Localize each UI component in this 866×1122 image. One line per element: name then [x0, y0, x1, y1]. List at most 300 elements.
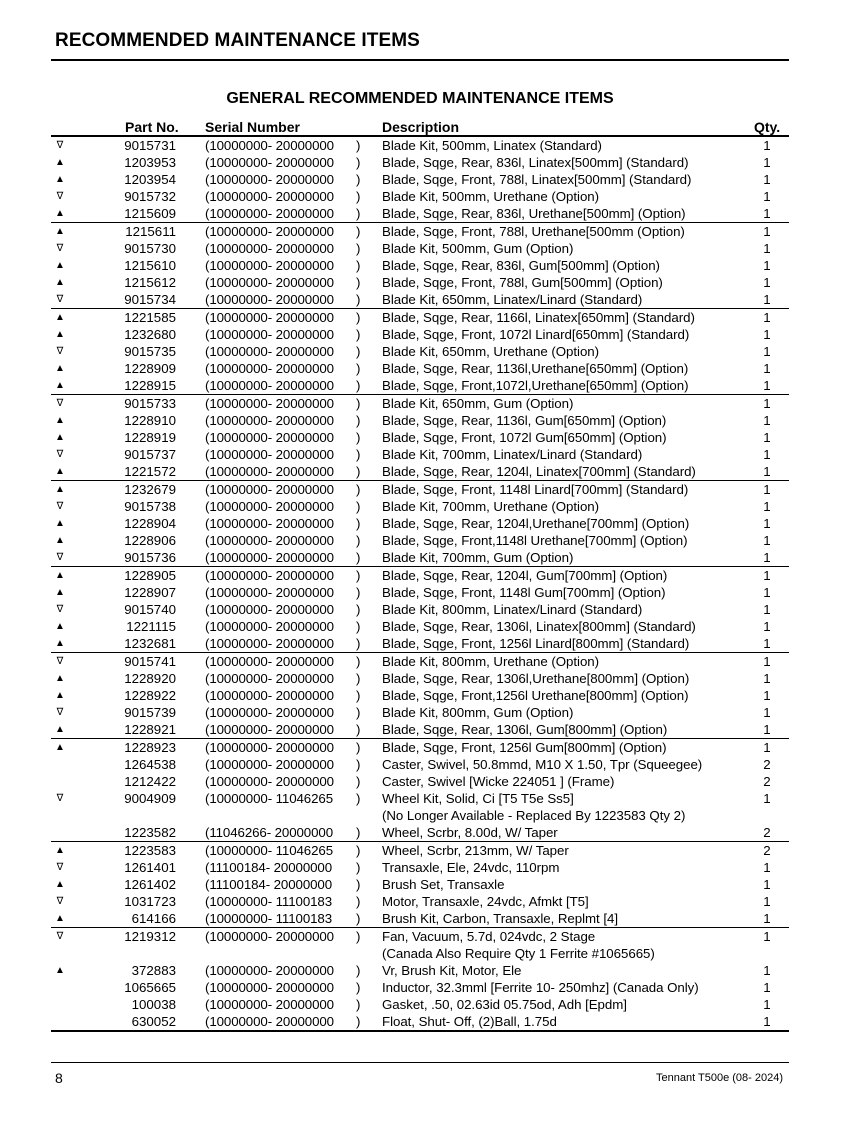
table-row — [51, 756, 789, 773]
serial-range: (11100184- 20000000 — [205, 860, 332, 875]
part-number: 1228909 — [124, 361, 176, 376]
table-row — [51, 257, 789, 274]
table-row — [51, 137, 789, 154]
serial-range: (10000000- 20000000 — [205, 568, 334, 583]
part-number: 1228906 — [124, 533, 176, 548]
serial-close-paren: ) — [356, 671, 361, 686]
quantity: 1 — [763, 327, 771, 342]
quantity: 1 — [763, 447, 771, 462]
serial-range: (10000000- 20000000 — [205, 654, 334, 669]
table-row — [51, 928, 789, 945]
table-row — [51, 326, 789, 343]
quantity: 1 — [763, 189, 771, 204]
serial-close-paren: ) — [356, 929, 361, 944]
serial-close-paren: ) — [356, 241, 361, 256]
part-number: 100038 — [131, 997, 176, 1012]
part-number: 9015740 — [124, 602, 176, 617]
serial-close-paren: ) — [356, 413, 361, 428]
serial-close-paren: ) — [356, 499, 361, 514]
description: Inductor, 32.3mml [Ferrite 10- 250mhz] (Canada Only) — [382, 980, 699, 995]
serial-close-paren: ) — [356, 550, 361, 565]
serial-close-paren: ) — [356, 533, 361, 548]
part-number: 1065665 — [124, 980, 176, 995]
serial-close-paren: ) — [356, 275, 361, 290]
serial-close-paren: ) — [356, 189, 361, 204]
table-row — [51, 446, 789, 463]
quantity: 1 — [763, 482, 771, 497]
serial-range: (10000000- 20000000 — [205, 980, 334, 995]
serial-range: (10000000- 20000000 — [205, 602, 334, 617]
filled-triangle-icon: ▲ — [55, 845, 65, 856]
serial-range: (10000000- 20000000 — [205, 378, 334, 393]
serial-range: (10000000- 20000000 — [205, 138, 334, 153]
table-row — [51, 549, 789, 566]
description: Blade, Sqge, Rear, 1166l, Linatex[650mm] (Standard) — [382, 310, 695, 325]
part-number: 9015738 — [124, 499, 176, 514]
quantity: 1 — [763, 963, 771, 978]
table-row — [51, 205, 789, 222]
serial-range: (10000000- 20000000 — [205, 499, 334, 514]
description: Blade, Sqge, Front,1072l,Urethane[650mm] (Option) — [382, 378, 689, 393]
description: Blade Kit, 500mm, Urethane (Option) — [382, 189, 600, 204]
serial-close-paren: ) — [356, 378, 361, 393]
description: Gasket, .50, 02.63id 05.75od, Adh [Epdm] — [382, 997, 627, 1012]
open-triangle-icon: ∇ — [56, 896, 64, 907]
description: Blade Kit, 800mm, Urethane (Option) — [382, 654, 600, 669]
table-row — [51, 463, 789, 480]
serial-close-paren: ) — [356, 911, 361, 926]
document-id: Tennant T500e (08- 2024) — [656, 1072, 783, 1084]
serial-close-paren: ) — [356, 172, 361, 187]
table-row — [51, 739, 789, 756]
description: Blade, Sqge, Rear, 1306l,Urethane[800mm] (Option) — [382, 671, 690, 686]
serial-range: (10000000- 20000000 — [205, 292, 334, 307]
part-number: 1212422 — [124, 774, 176, 789]
table-row — [51, 773, 789, 790]
serial-close-paren: ) — [356, 619, 361, 634]
filled-triangle-icon: ▲ — [55, 742, 65, 753]
serial-range: (10000000- 20000000 — [205, 1014, 334, 1029]
part-number: 1228922 — [124, 688, 176, 703]
filled-triangle-icon: ▲ — [55, 518, 65, 529]
serial-range: (10000000- 20000000 — [205, 636, 334, 651]
description: Blade, Sqge, Front,1148l Urethane[700mm] (Option) — [382, 533, 688, 548]
serial-close-paren: ) — [356, 464, 361, 479]
part-number: 1228905 — [124, 568, 176, 583]
open-triangle-icon: ∇ — [56, 140, 64, 151]
filled-triangle-icon: ▲ — [55, 363, 65, 374]
open-triangle-icon: ∇ — [56, 552, 64, 563]
table-row — [51, 876, 789, 893]
serial-close-paren: ) — [356, 396, 361, 411]
part-number: 1228915 — [124, 378, 176, 393]
description: Blade, Sqge, Rear, 1306l, Linatex[800mm] (Standard) — [382, 619, 696, 634]
part-number: 1264538 — [124, 757, 176, 772]
description: Blade, Sqge, Front, 1148l Gum[700mm] (Option) — [382, 585, 666, 600]
description: Blade, Sqge, Front, 788l, Linatex[500mm] (Standard) — [382, 172, 692, 187]
part-number: 1203953 — [124, 155, 176, 170]
table-row — [51, 670, 789, 687]
table-row — [51, 291, 789, 308]
serial-close-paren: ) — [356, 997, 361, 1012]
description: Blade Kit, 800mm, Gum (Option) — [382, 705, 574, 720]
table-row — [51, 945, 789, 962]
description: Blade, Sqge, Rear, 1204l, Linatex[700mm] (Standard) — [382, 464, 696, 479]
serial-close-paren: ) — [356, 155, 361, 170]
quantity: 1 — [763, 310, 771, 325]
description: Blade, Sqge, Front, 788l, Urethane[500mm (Option) — [382, 224, 685, 239]
table-row — [51, 704, 789, 721]
serial-range: (10000000- 20000000 — [205, 619, 334, 634]
serial-range: (10000000- 20000000 — [205, 172, 334, 187]
serial-close-paren: ) — [356, 602, 361, 617]
table-row — [51, 618, 789, 635]
part-number: 1228919 — [124, 430, 176, 445]
section-title — [0, 90, 866, 108]
part-number: 9015739 — [124, 705, 176, 720]
quantity: 1 — [763, 688, 771, 703]
description: Blade, Sqge, Front,1256l Urethane[800mm] (Option) — [382, 688, 689, 703]
description: Caster, Swivel [Wicke 224051 ] (Frame) — [382, 774, 615, 789]
part-number: 9015737 — [124, 447, 176, 462]
description: Blade, Sqge, Rear, 1136l, Gum[650mm] (Option) — [382, 413, 667, 428]
part-number: 1232681 — [124, 636, 176, 651]
filled-triangle-icon: ▲ — [55, 638, 65, 649]
filled-triangle-icon: ▲ — [55, 432, 65, 443]
table-row — [51, 377, 789, 394]
quantity: 1 — [763, 654, 771, 669]
quantity: 1 — [763, 258, 771, 273]
table-row — [51, 412, 789, 429]
serial-range: (10000000- 20000000 — [205, 310, 334, 325]
quantity: 1 — [763, 275, 771, 290]
filled-triangle-icon: ▲ — [55, 415, 65, 426]
description: (Canada Also Require Qty 1 Ferrite #1065665) — [382, 946, 655, 961]
part-number: 1232680 — [124, 327, 176, 342]
serial-close-paren: ) — [356, 206, 361, 221]
serial-close-paren: ) — [356, 516, 361, 531]
part-number: 9015735 — [124, 344, 176, 359]
quantity: 1 — [763, 206, 771, 221]
open-triangle-icon: ∇ — [56, 707, 64, 718]
serial-range: (10000000- 20000000 — [205, 533, 334, 548]
open-triangle-icon: ∇ — [56, 449, 64, 460]
quantity: 1 — [763, 344, 771, 359]
part-number: 9015732 — [124, 189, 176, 204]
description: Transaxle, Ele, 24vdc, 110rpm — [382, 860, 560, 875]
table-row — [51, 1013, 789, 1030]
filled-triangle-icon: ▲ — [55, 570, 65, 581]
serial-close-paren: ) — [356, 447, 361, 462]
page-header: RECOMMENDED MAINTENANCE ITEMS — [55, 30, 420, 51]
quantity: 2 — [763, 774, 771, 789]
serial-range: (10000000- 20000000 — [205, 722, 334, 737]
quantity: 1 — [763, 585, 771, 600]
filled-triangle-icon: ▲ — [55, 913, 65, 924]
table-row — [51, 842, 789, 859]
part-number: 9015736 — [124, 550, 176, 565]
open-triangle-icon: ∇ — [56, 862, 64, 873]
serial-range: (10000000- 20000000 — [205, 430, 334, 445]
filled-triangle-icon: ▲ — [55, 380, 65, 391]
quantity: 1 — [763, 155, 771, 170]
open-triangle-icon: ∇ — [56, 656, 64, 667]
description: Blade, Sqge, Rear, 1204l,Urethane[700mm] (Option) — [382, 516, 690, 531]
description: Blade, Sqge, Front, 788l, Gum[500mm] (Option) — [382, 275, 663, 290]
part-number: 1221585 — [124, 310, 176, 325]
description: Blade, Sqge, Front, 1256l Linard[800mm] (Standard) — [382, 636, 690, 651]
serial-range: (10000000- 20000000 — [205, 705, 334, 720]
table-row — [51, 171, 789, 188]
filled-triangle-icon: ▲ — [55, 260, 65, 271]
quantity: 2 — [763, 757, 771, 772]
serial-close-paren: ) — [356, 292, 361, 307]
serial-range: (10000000- 20000000 — [205, 757, 334, 772]
quantity: 1 — [763, 860, 771, 875]
open-triangle-icon: ∇ — [56, 243, 64, 254]
quantity: 1 — [763, 705, 771, 720]
table-row — [51, 721, 789, 738]
serial-close-paren: ) — [356, 224, 361, 239]
serial-close-paren: ) — [356, 654, 361, 669]
table-row — [51, 515, 789, 532]
table-row — [51, 360, 789, 377]
table-row — [51, 309, 789, 326]
table-row — [51, 481, 789, 498]
filled-triangle-icon: ▲ — [55, 466, 65, 477]
serial-range: (10000000- 20000000 — [205, 396, 334, 411]
serial-range: (10000000- 20000000 — [205, 206, 334, 221]
table-row — [51, 653, 789, 670]
table-row — [51, 979, 789, 996]
quantity: 1 — [763, 929, 771, 944]
description: Blade, Sqge, Rear, 836l, Linatex[500mm] (Standard) — [382, 155, 689, 170]
part-number: 1221115 — [126, 619, 176, 634]
serial-close-paren: ) — [356, 963, 361, 978]
table-row — [51, 584, 789, 601]
table-row — [51, 687, 789, 704]
table-row — [51, 962, 789, 979]
parts-table — [51, 135, 789, 1032]
open-triangle-icon: ∇ — [56, 346, 64, 357]
serial-range: (11046266- 20000000 — [205, 825, 333, 840]
table-row — [51, 154, 789, 171]
serial-range: (10000000- 20000000 — [205, 413, 334, 428]
serial-close-paren: ) — [356, 894, 361, 909]
column-header-description: Description — [382, 119, 460, 135]
column-header-part-no: Part No. — [125, 119, 179, 135]
description: Blade, Sqge, Front, 1148l Linard[700mm] (Standard) — [382, 482, 689, 497]
part-number: 1228907 — [124, 585, 176, 600]
quantity: 1 — [763, 636, 771, 651]
page-number: 8 — [55, 1070, 63, 1086]
quantity: 1 — [763, 138, 771, 153]
serial-close-paren: ) — [356, 774, 361, 789]
serial-range: (10000000- 20000000 — [205, 963, 334, 978]
table-row — [51, 223, 789, 240]
serial-range: (10000000- 20000000 — [205, 344, 334, 359]
quantity: 1 — [763, 722, 771, 737]
table-row — [51, 601, 789, 618]
serial-range: (11100184- 20000000 — [205, 877, 332, 892]
filled-triangle-icon: ▲ — [55, 226, 65, 237]
filled-triangle-icon: ▲ — [55, 587, 65, 598]
part-number: 614166 — [131, 911, 176, 926]
table-row — [51, 188, 789, 205]
part-number: 1228921 — [124, 722, 176, 737]
serial-range: (10000000- 11046265 — [205, 843, 333, 858]
open-triangle-icon: ∇ — [56, 793, 64, 804]
serial-range: (10000000- 20000000 — [205, 275, 334, 290]
description: Blade, Sqge, Rear, 836l, Gum[500mm] (Option) — [382, 258, 660, 273]
filled-triangle-icon: ▲ — [55, 621, 65, 632]
filled-triangle-icon: ▲ — [55, 484, 65, 495]
description: Blade Kit, 650mm, Linatex/Linard (Standard) — [382, 292, 643, 307]
serial-range: (10000000- 20000000 — [205, 464, 334, 479]
description: (No Longer Available - Replaced By 1223583 Qty 2) — [382, 808, 686, 823]
serial-range: (10000000- 20000000 — [205, 774, 334, 789]
serial-close-paren: ) — [356, 860, 361, 875]
filled-triangle-icon: ▲ — [55, 329, 65, 340]
table-row — [51, 567, 789, 584]
table-row — [51, 395, 789, 412]
serial-range: (10000000- 20000000 — [205, 189, 334, 204]
table-row — [51, 893, 789, 910]
footer-rule — [51, 1062, 789, 1063]
serial-close-paren: ) — [356, 430, 361, 445]
quantity: 1 — [763, 413, 771, 428]
quantity: 1 — [763, 172, 771, 187]
filled-triangle-icon: ▲ — [55, 673, 65, 684]
description: Blade Kit, 500mm, Gum (Option) — [382, 241, 574, 256]
filled-triangle-icon: ▲ — [55, 965, 65, 976]
quantity: 1 — [763, 378, 771, 393]
serial-close-paren: ) — [356, 636, 361, 651]
description: Blade, Sqge, Rear, 1306l, Gum[800mm] (Option) — [382, 722, 668, 737]
quantity: 1 — [763, 464, 771, 479]
part-number: 1221572 — [124, 464, 176, 479]
quantity: 1 — [763, 533, 771, 548]
description: Wheel, Scrbr, 213mm, W/ Taper — [382, 843, 569, 858]
description: Blade, Sqge, Front, 1072l Gum[650mm] (Option) — [382, 430, 667, 445]
part-number: 1261402 — [124, 877, 176, 892]
serial-close-paren: ) — [356, 740, 361, 755]
serial-close-paren: ) — [356, 688, 361, 703]
part-number: 630052 — [131, 1014, 176, 1029]
serial-close-paren: ) — [356, 310, 361, 325]
open-triangle-icon: ∇ — [56, 931, 64, 942]
part-number: 1228910 — [124, 413, 176, 428]
serial-range: (10000000- 20000000 — [205, 258, 334, 273]
serial-close-paren: ) — [356, 138, 361, 153]
quantity: 1 — [763, 550, 771, 565]
part-number: 1215611 — [125, 224, 176, 239]
quantity: 1 — [763, 396, 771, 411]
quantity: 1 — [763, 997, 771, 1012]
serial-range: (10000000- 20000000 — [205, 997, 334, 1012]
table-row — [51, 807, 789, 824]
column-header-serial-number: Serial Number — [205, 119, 300, 135]
quantity: 1 — [763, 894, 771, 909]
description: Blade, Sqge, Front, 1072l Linard[650mm] (Standard) — [382, 327, 690, 342]
description: Blade Kit, 700mm, Urethane (Option) — [382, 499, 600, 514]
quantity: 1 — [763, 430, 771, 445]
open-triangle-icon: ∇ — [56, 191, 64, 202]
serial-close-paren: ) — [356, 361, 361, 376]
table-row — [51, 996, 789, 1013]
description: Blade Kit, 650mm, Urethane (Option) — [382, 344, 600, 359]
open-triangle-icon: ∇ — [56, 398, 64, 409]
serial-close-paren: ) — [356, 327, 361, 342]
part-number: 9004909 — [124, 791, 176, 806]
part-number: 1215610 — [124, 258, 176, 273]
filled-triangle-icon: ▲ — [55, 208, 65, 219]
part-number: 1215612 — [124, 275, 176, 290]
description: Blade, Sqge, Rear, 1136l,Urethane[650mm] (Option) — [382, 361, 689, 376]
description: Blade, Sqge, Rear, 1204l, Gum[700mm] (Option) — [382, 568, 668, 583]
header-rule — [51, 59, 789, 61]
filled-triangle-icon: ▲ — [55, 879, 65, 890]
filled-triangle-icon: ▲ — [55, 690, 65, 701]
open-triangle-icon: ∇ — [56, 604, 64, 615]
open-triangle-icon: ∇ — [56, 501, 64, 512]
description: Brush Kit, Carbon, Transaxle, Replmt [4] — [382, 911, 618, 926]
serial-range: (10000000- 20000000 — [205, 447, 334, 462]
part-number: 1215609 — [124, 206, 176, 221]
part-number: 1232679 — [124, 482, 176, 497]
serial-range: (10000000- 20000000 — [205, 550, 334, 565]
description: Blade, Sqge, Rear, 836l, Urethane[500mm] (Option) — [382, 206, 686, 221]
part-number: 372883 — [131, 963, 176, 978]
table-row — [51, 498, 789, 515]
part-number: 1031723 — [124, 894, 176, 909]
quantity: 1 — [763, 241, 771, 256]
part-number: 9015734 — [124, 292, 176, 307]
serial-close-paren: ) — [356, 843, 361, 858]
description: Blade Kit, 700mm, Linatex/Linard (Standard) — [382, 447, 643, 462]
part-number: 1219312 — [124, 929, 176, 944]
serial-close-paren: ) — [356, 344, 361, 359]
description: Caster, Swivel, 50.8mmd, M10 X 1.50, Tpr (Squeegee) — [382, 757, 703, 772]
quantity: 1 — [763, 224, 771, 239]
part-number: 9015731 — [124, 138, 176, 153]
serial-close-paren: ) — [356, 825, 361, 840]
description: Float, Shut- Off, (2)Ball, 1.75d — [382, 1014, 557, 1029]
table-row — [51, 910, 789, 927]
serial-close-paren: ) — [356, 568, 361, 583]
part-number: 9015741 — [124, 654, 176, 669]
quantity: 2 — [763, 843, 771, 858]
filled-triangle-icon: ▲ — [55, 312, 65, 323]
serial-close-paren: ) — [356, 705, 361, 720]
quantity: 1 — [763, 740, 771, 755]
serial-range: (10000000- 11100183 — [205, 911, 332, 926]
table-bottom-rule — [51, 1030, 789, 1032]
filled-triangle-icon: ▲ — [55, 174, 65, 185]
part-number: 1223583 — [124, 843, 176, 858]
description: Brush Set, Transaxle — [382, 877, 505, 892]
description: Blade, Sqge, Front, 1256l Gum[800mm] (Option) — [382, 740, 667, 755]
part-number: 1228920 — [124, 671, 176, 686]
column-header-qty: Qty. — [754, 119, 781, 135]
part-number: 9015730 — [124, 241, 176, 256]
quantity: 1 — [763, 911, 771, 926]
serial-range: (10000000- 20000000 — [205, 516, 334, 531]
quantity: 1 — [763, 1014, 771, 1029]
serial-close-paren: ) — [356, 258, 361, 273]
filled-triangle-icon: ▲ — [55, 724, 65, 735]
serial-range: (10000000- 20000000 — [205, 361, 334, 376]
